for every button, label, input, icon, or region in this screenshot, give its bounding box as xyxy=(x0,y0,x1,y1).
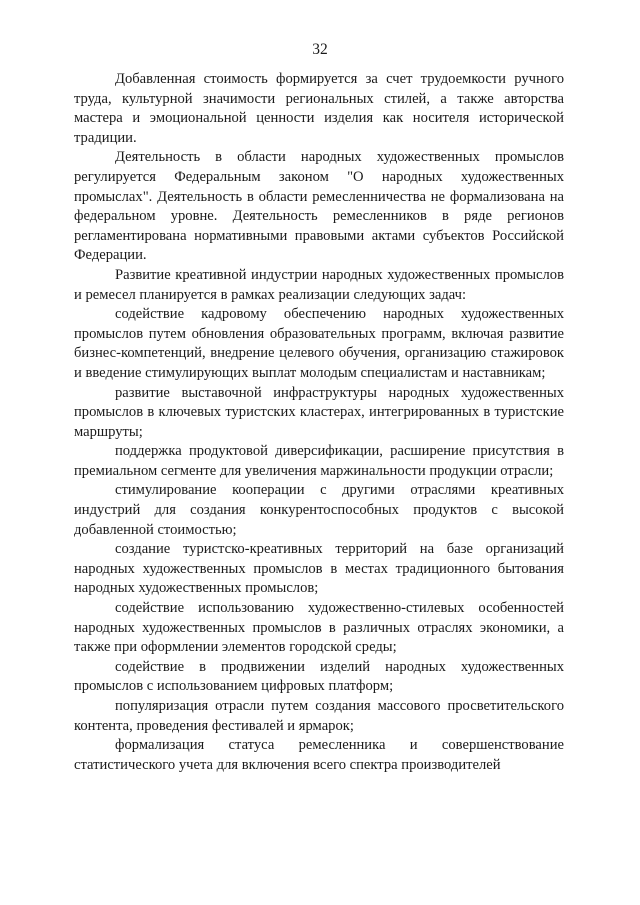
body-text xyxy=(74,70,564,775)
list-item-exhibition-infrastructure: развитие выставочной инфраструктуры народных художественных промыслов в ключевых туристских кластерах, интегрированных в туристские маршруты; xyxy=(74,384,564,440)
paragraph-added-value: Добавленная стоимость формируется за счет трудоемкости ручного труда, культурной значимости региональных стилей, а также авторства мастера и эмоциональной ценности изделия как носителя исторической традиции. xyxy=(74,71,564,146)
list-item-style-features: содействие использованию художественно-стилевых особенностей народных художественных промыслов в различных отраслях экономики, а также при оформлении элементов городской среды; xyxy=(74,600,564,656)
page-number: 32 xyxy=(312,41,328,58)
paragraph-regulation: Деятельность в области народных художественных промыслов регулируется Федеральным законом "О народных художественных промыслах". Деятельность в области ремесленничества не формализована на федеральном уровне. Деятельность ремесленников в ряде регионов регламентирована нормативными правовыми актами субъектов Российской Федерации. xyxy=(74,149,564,264)
list-item-popularization: популяризация отрасли путем создания массового просветительского контента, проведения фестивалей и ярмарок; xyxy=(74,698,564,734)
list-item-product-diversification: поддержка продуктовой диверсификации, расширение присутствия в премиальном сегменте для увеличения маржинальности продукции отрасли; xyxy=(74,443,564,479)
list-item-staffing: содействие кадровому обеспечению народных художественных промыслов путем обновления образовательных программ, включая развитие бизнес-компетенций, внедрение целевого обучения, организацию стажировок и введение стимулирующих выплат молодым специалистам и наставникам; xyxy=(74,306,564,381)
list-item-craftsman-status: формализация статуса ремесленника и совершенствование статистического учета для включения всего спектра производителей xyxy=(74,737,564,773)
list-item-cooperation: стимулирование кооперации с другими отраслями креативных индустрий для создания конкурентоспособных продуктов с высокой добавленной стоимостью; xyxy=(74,482,564,538)
paragraph-tasks-intro: Развитие креативной индустрии народных художественных промыслов и ремесел планируется в рамках реализации следующих задач: xyxy=(74,266,564,303)
list-item-digital-promotion: содействие в продвижении изделий народных художественных промыслов с использованием цифровых платформ; xyxy=(74,658,564,695)
list-item-tourist-territories: создание туристско-креативных территорий на базе организаций народных художественных промыслов в местах традиционного бытования народных художественных промыслов; xyxy=(74,541,564,597)
